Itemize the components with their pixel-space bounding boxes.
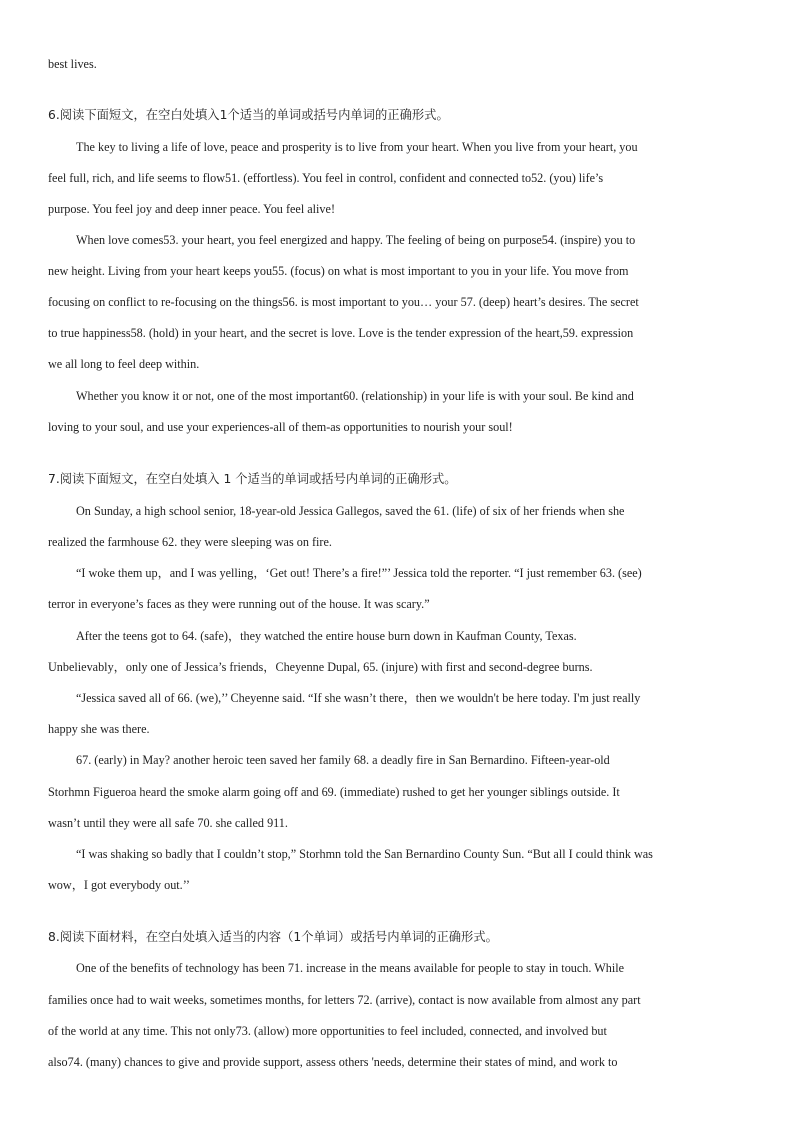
text-line: focusing on conflict to re-focusing on the things56. is most important to you… your 57. (deep) heart’s desires. The secret <box>48 295 639 309</box>
text-line: best lives. <box>48 57 97 71</box>
text-line: 67. (early) in May? another heroic teen saved her family 68. a deadly fire in San Bernardino. Fifteen-year-old <box>76 753 610 767</box>
text-line: of the world at any time. This not only73. (allow) more opportunities to feel included, connected, and involved but <box>48 1024 607 1038</box>
text-line: happy she was there. <box>48 722 150 736</box>
text-line: “I was shaking so badly that I couldn’t stop,” Storhmn told the San Bernardino County Sun. “But all I could think was <box>76 847 653 861</box>
text-line: realized the farmhouse 62. they were sleeping was on fire. <box>48 535 332 549</box>
text-line: also74. (many) chances to give and provide support, assess others 'needs, determine their states of mind, and work to <box>48 1055 618 1069</box>
text-line: wow，I got everybody out.’’ <box>48 878 190 892</box>
text-line: purpose. You feel joy and deep inner peace. You feel alive! <box>48 202 335 216</box>
text-line: loving to your soul, and use your experiences-all of them-as opportunities to nourish your soul! <box>48 420 513 434</box>
text-line: Whether you know it or not, one of the most important60. (relationship) in your life is with your soul. Be kind and <box>76 389 634 403</box>
text-line: When love comes53. your heart, you feel energized and happy. The feeling of being on purpose54. (inspire) you to <box>76 233 636 247</box>
text-line: to true happiness58. (hold) in your heart, and the secret is love. Love is the tender expression of the heart,59. expression <box>48 326 634 340</box>
section-7-heading: 7.阅读下面短文，在空白处填入 1 个适当的单词或括号内单词的正确形式。 <box>48 472 457 486</box>
text-line: On Sunday, a high school senior, 18-year-old Jessica Gallegos, saved the 61. (life) of six of her friends when she <box>76 504 625 518</box>
text-line: we all long to feel deep within. <box>48 357 200 371</box>
text-line: families once had to wait weeks, sometimes months, for letters 72. (arrive), contact is now available from almost any part <box>48 993 641 1007</box>
section-8-heading: 8.阅读下面材料，在空白处填入适当的内容（1个单词）或括号内单词的正确形式。 <box>48 930 498 944</box>
text-line: Storhmn Figueroa heard the smoke alarm going off and 69. (immediate) rushed to get her younger siblings outside. It <box>48 785 620 799</box>
text-line: feel full, rich, and life seems to flow51. (effortless). You feel in control, confident and connected to52. (you) life’s <box>48 171 604 185</box>
text-line: wasn’t until they were all safe 70. she called 911. <box>48 816 288 830</box>
text-line: Unbelievably，only one of Jessica’s friends，Cheyenne Dupal, 65. (injure) with first and second-degree burns. <box>48 660 593 674</box>
text-line: One of the benefits of technology has been 71. increase in the means available for people to stay in touch. While <box>76 961 625 975</box>
text-line: terror in everyone’s faces as they were running out of the house. It was scary.” <box>48 597 430 611</box>
text-line: new height. Living from your heart keeps you55. (focus) on what is most important to you in your life. You move from <box>48 264 629 278</box>
text-line: “Jessica saved all of 66. (we),’’ Cheyenne said. “If she wasn’t there，then we wouldn't be here today. I'm just really <box>76 691 641 705</box>
text-line: The key to living a life of love, peace and prosperity is to live from your heart. When you live from your heart, you <box>76 140 638 154</box>
text-line: After the teens got to 64. (safe)，they watched the entire house burn down in Kaufman County, Texas. <box>76 629 577 643</box>
text-line: “I woke them up，and I was yelling，‘Get out! There’s a fire!”’ Jessica told the reporter. “I just remember 63. (see) <box>76 566 642 580</box>
section-6-heading: 6.阅读下面短文，在空白处填入1个适当的单词或括号内单词的正确形式。 <box>48 108 449 122</box>
